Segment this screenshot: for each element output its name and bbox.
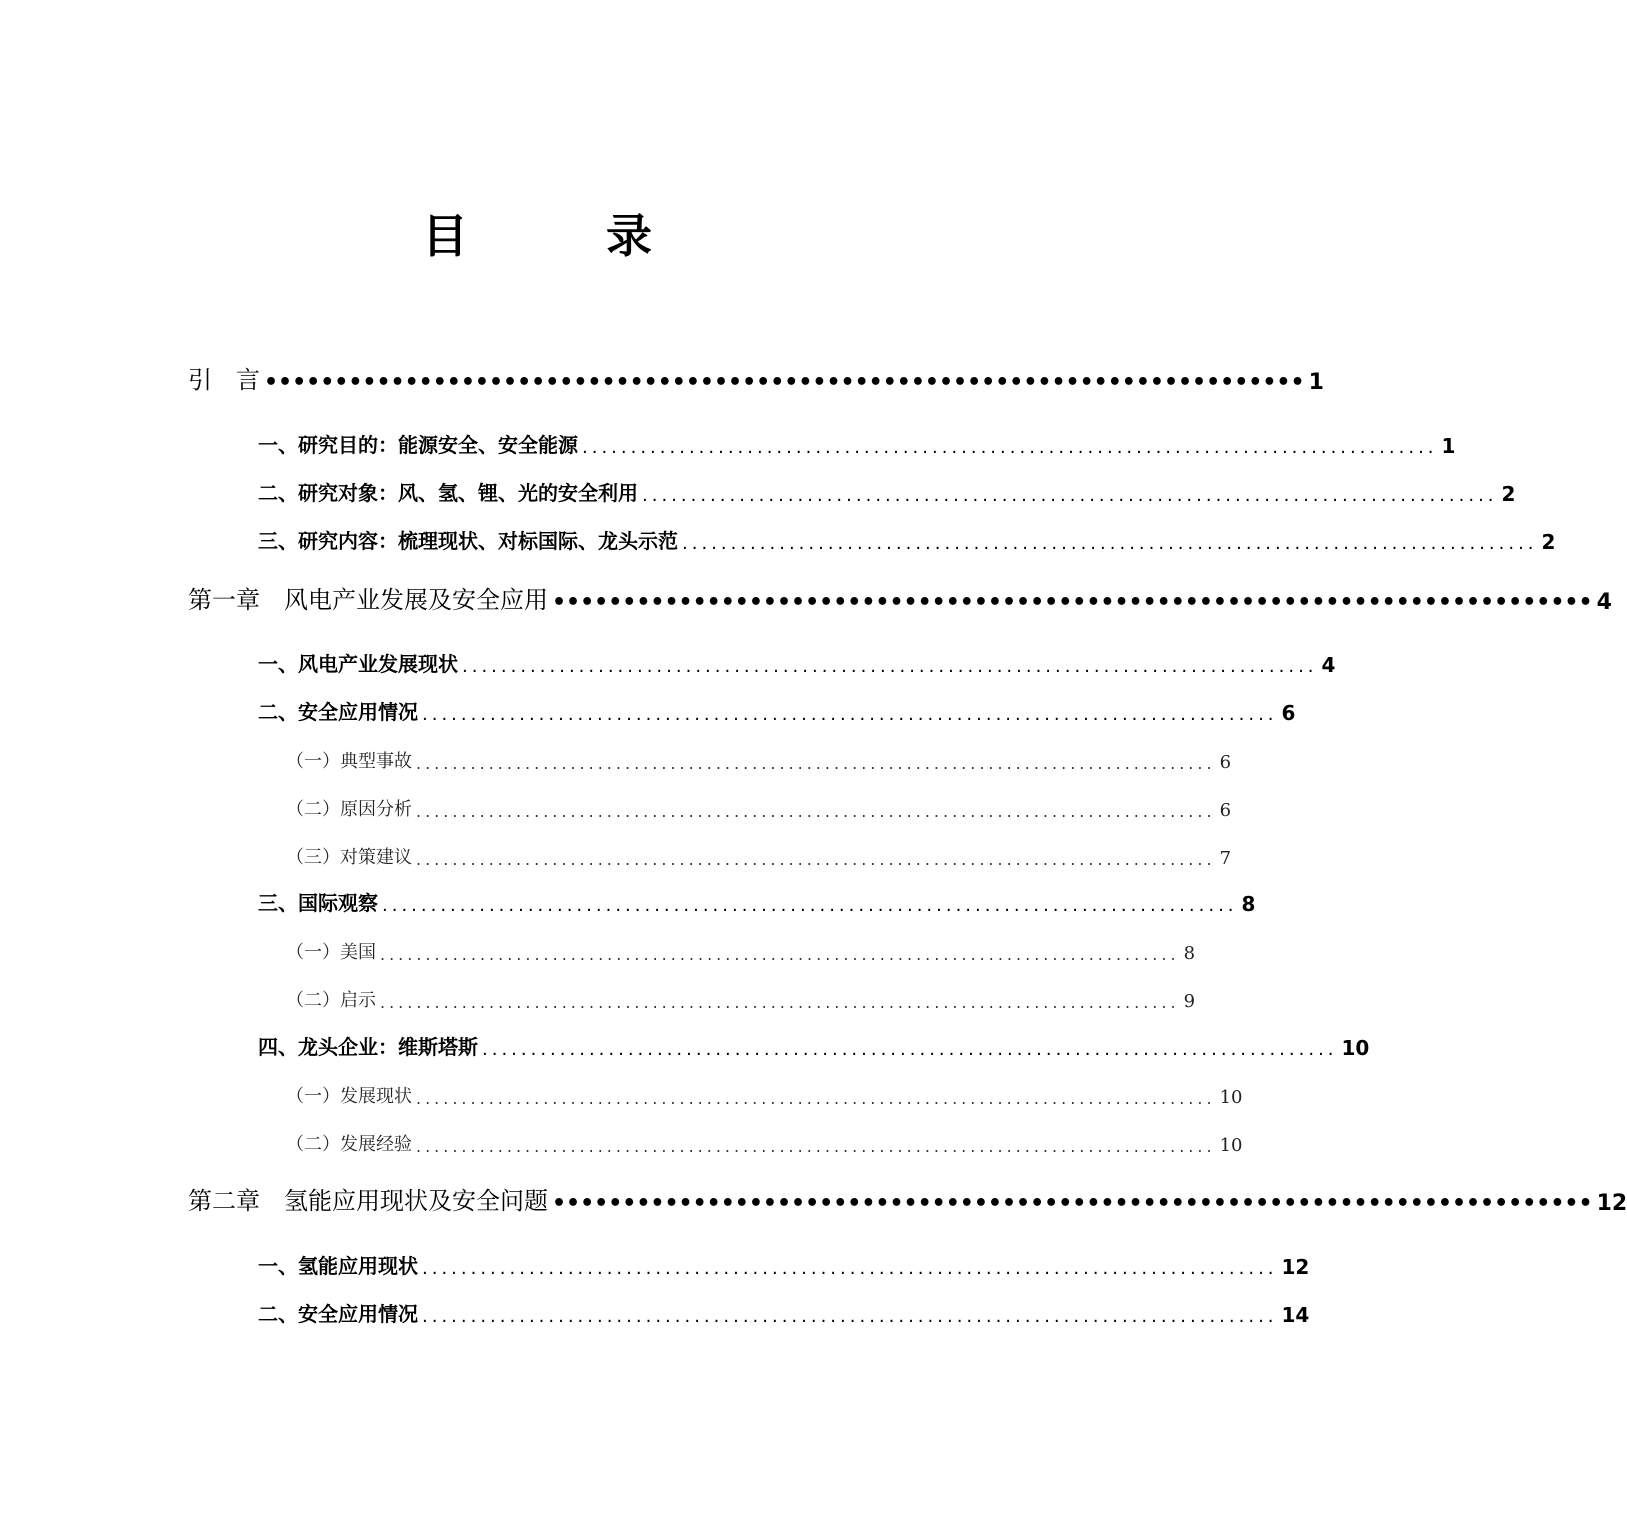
- toc-entry[interactable]: [286, 743, 1232, 773]
- toc-entry[interactable]: [258, 524, 1556, 554]
- toc-entry-label: （一）典型事故: [286, 751, 412, 772]
- dot-leader: ........................................................................................: [380, 993, 1180, 1012]
- toc-entry[interactable]: [258, 695, 1296, 725]
- toc-entry-label: 第二章 氢能应用现状及安全问题: [188, 1187, 548, 1215]
- toc-entry-page: 8: [1241, 892, 1256, 916]
- toc-entry-label: （一）发展现状: [286, 1086, 412, 1107]
- toc-entry-label: （二）原因分析: [286, 799, 412, 820]
- toc-entry[interactable]: [258, 1030, 1370, 1060]
- dot-leader: ........................................................................................: [422, 1306, 1278, 1327]
- dot-leader: ••••••••••••••••••••••••••••••••••••••••••••••••••••••••••••••••••••••••••: [552, 590, 1593, 615]
- toc-entry[interactable]: [286, 839, 1232, 869]
- toc-entry-label: 一、研究目的：能源安全、安全能源: [258, 433, 578, 457]
- toc-entry-page: 1: [1441, 434, 1456, 458]
- toc-entry-label: 第一章 风电产业发展及安全应用: [188, 586, 548, 614]
- dot-leader: ........................................................................................: [482, 1039, 1338, 1060]
- toc-entry[interactable]: [188, 1186, 1627, 1216]
- toc-entry-page: 1: [1308, 370, 1324, 395]
- toc-entry[interactable]: [286, 791, 1232, 821]
- toc-entry-page: 14: [1281, 1303, 1310, 1327]
- dot-leader: ........................................................................................: [416, 850, 1216, 869]
- dot-leader: ........................................................................................: [422, 704, 1278, 725]
- toc-entry-label: （三）对策建议: [286, 847, 412, 868]
- toc-entry-label: 引 言: [188, 366, 260, 394]
- toc-entry[interactable]: [286, 934, 1196, 964]
- toc-entry-page: 2: [1541, 530, 1556, 554]
- toc-entry-page: 10: [1219, 1087, 1243, 1108]
- toc-entry-page: 4: [1321, 653, 1336, 677]
- toc-entry-page: 9: [1183, 991, 1196, 1012]
- dot-leader: ........................................................................................: [582, 437, 1438, 458]
- toc-entry-label: 二、安全应用情况: [258, 1302, 418, 1326]
- toc-entry-page: 10: [1219, 1135, 1243, 1156]
- toc-entry[interactable]: [258, 886, 1256, 916]
- toc-entry-page: 12: [1281, 1255, 1310, 1279]
- toc-entry-page: 4: [1596, 590, 1612, 615]
- dot-leader: ........................................................................................: [416, 754, 1216, 773]
- toc-entry-label: 一、氢能应用现状: [258, 1254, 418, 1278]
- toc-entry[interactable]: [258, 647, 1336, 677]
- toc-entry-page: 7: [1219, 848, 1232, 869]
- toc-entry-label: （二）启示: [286, 990, 376, 1011]
- toc-entry-label: 三、研究内容：梳理现状、对标国际、龙头示范: [258, 529, 678, 553]
- dot-leader: ........................................................................................: [416, 1137, 1216, 1156]
- toc-entry[interactable]: [286, 982, 1196, 1012]
- toc-entry-label: （一）美国: [286, 942, 376, 963]
- dot-leader: ........................................................................................: [382, 895, 1238, 916]
- toc-entry-page: 12: [1596, 1191, 1627, 1216]
- toc-entry-page: 8: [1183, 943, 1196, 964]
- toc-entry[interactable]: [258, 1297, 1310, 1327]
- toc-entry[interactable]: [188, 585, 1612, 615]
- toc-entry-label: 三、国际观察: [258, 891, 378, 915]
- dot-leader: ........................................................................................: [422, 1258, 1278, 1279]
- toc-entry[interactable]: [286, 1078, 1243, 1108]
- toc-entry-label: 二、安全应用情况: [258, 700, 418, 724]
- dot-leader: ........................................................................................: [416, 1089, 1216, 1108]
- toc-entry-label: 二、研究对象：风、氢、锂、光的安全利用: [258, 481, 638, 505]
- dot-leader: ........................................................................................: [416, 802, 1216, 821]
- dot-leader: ........................................................................................: [682, 533, 1538, 554]
- toc-entry[interactable]: [258, 428, 1456, 458]
- toc-entry-page: 6: [1219, 800, 1232, 821]
- dot-leader: ........................................................................................: [380, 945, 1180, 964]
- page-title: 目 录: [422, 209, 698, 263]
- dot-leader: ........................................................................................: [642, 485, 1498, 506]
- dot-leader: ••••••••••••••••••••••••••••••••••••••••••••••••••••••••••••••••••••••••••: [264, 370, 1305, 395]
- toc-entry-label: 四、龙头企业：维斯塔斯: [258, 1035, 478, 1059]
- toc-entry-page: 6: [1219, 752, 1232, 773]
- toc-entry[interactable]: [286, 1126, 1243, 1156]
- toc-entry[interactable]: [188, 365, 1324, 395]
- toc-entry-page: 10: [1341, 1036, 1370, 1060]
- toc-entry-page: 2: [1501, 482, 1516, 506]
- toc-entry[interactable]: [258, 476, 1516, 506]
- toc-entry-label: （二）发展经验: [286, 1134, 412, 1155]
- dot-leader: ••••••••••••••••••••••••••••••••••••••••••••••••••••••••••••••••••••••••••: [552, 1191, 1593, 1216]
- dot-leader: ........................................................................................: [462, 656, 1318, 677]
- toc-entry-page: 6: [1281, 701, 1296, 725]
- toc-entry[interactable]: [258, 1249, 1310, 1279]
- toc-entry-label: 一、风电产业发展现状: [258, 652, 458, 676]
